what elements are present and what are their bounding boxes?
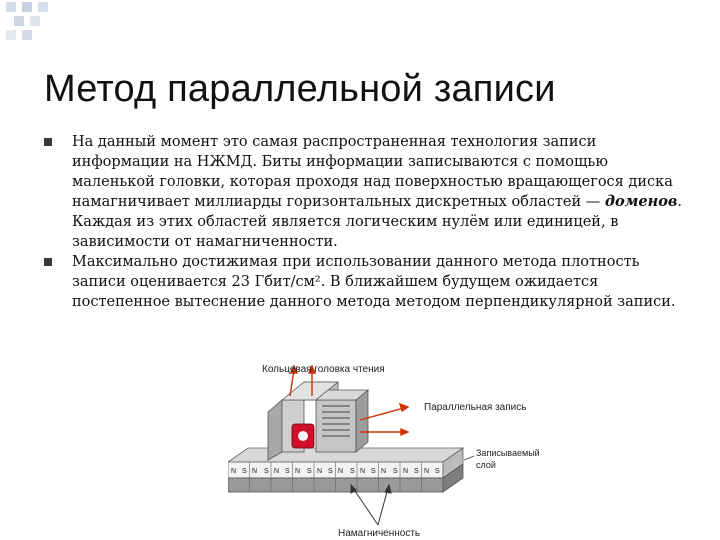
cell-s-label: S [350,468,355,475]
corner-decoration [0,0,720,60]
cell-s-label: S [371,468,376,475]
square-bullet-icon [44,258,52,266]
cell-n-label: N [338,468,344,475]
cell-n-label: N [381,468,387,475]
cell-n-label: N [403,468,409,475]
cell-s-label: S [285,468,290,475]
bullet-item-1 [44,132,684,252]
cell-n-label: N [317,468,323,475]
cell-s-label: S [435,468,440,475]
cell-s-label: S [393,468,398,475]
bullet-1-text-tail: . Каждая из этих областей является логическим нулём или единицей, в зависимости от намагниченности. [72,194,683,250]
cell-s-label: S [414,468,419,475]
recording-layer [228,448,463,492]
bullet-1-text [72,134,682,250]
slide-title: Метод параллельной записи [44,68,556,110]
bullet-item-2 [44,252,684,312]
parallel-recording-diagram [228,360,558,540]
cell-n-label: N [360,468,366,475]
bullet-2-text: Максимально достижимая при использовании данного метода плотность записи оценивается 23 Гбит/см². В ближайшем будущем ожидается постепенное вытеснение данного метода методом перпендикулярной записи. [72,254,676,310]
layer-label-line-1: Записываемый [476,448,540,458]
bullet-list [44,132,684,312]
cell-s-label: S [307,468,312,475]
cell-n-label: N [295,468,301,475]
cell-s-label: S [328,468,333,475]
cell-n-label: N [274,468,280,475]
layer-label-line-2: слой [476,460,496,470]
cell-n-label: N [231,468,237,475]
head-label: Кольцевая головка чтения [262,364,385,375]
cell-s-label: S [264,468,269,475]
square-bullet-icon [44,138,52,146]
bullet-1-emphasis: доменов [604,193,678,210]
bullet-1-text-part: На данный момент это самая распространенная технология записи информации на НЖМД. Биты информации записываются с помощью маленькой головки, которая проходя над поверхностью вращающегося диска намагничивает миллиарды горизонтальных дискретных областей — [72,134,673,210]
cell-n-label: N [252,468,258,475]
cell-n-label: N [424,468,430,475]
method-label: Параллельная запись [424,402,527,413]
magnetization-label: Намагниченность [338,528,421,539]
cell-s-label: S [242,468,247,475]
